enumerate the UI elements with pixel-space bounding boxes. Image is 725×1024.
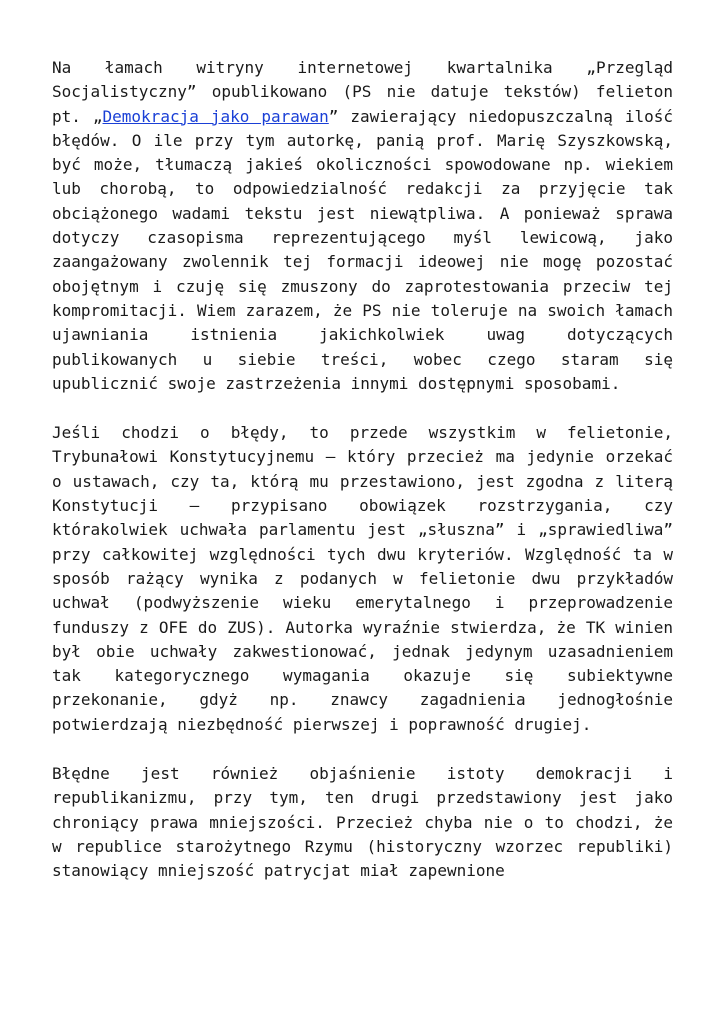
paragraph-errors: Jeśli chodzi o błędy, to przede wszystkim w felietonie, Trybunałowi Konstytucyjnemu – który przecież ma jedynie orzekać o ustawach, czy ta, którą mu przestawiono, jest zgodna z literą Konstytucji – przypisano obowiązek rozstrzygania, czy którakolwiek uchwała parlamentu jest „słuszna” i „sprawiedliwa” przy całkowitej względności tych dwu kryteriów. Względność ta w sposób rażący wynika z podanych w felietonie dwu przykładów uchwał (podwyższenie wieku emerytalnego i przeprowadzenie funduszy z OFE do ZUS). Autorka wyraźnie stwierdza, że TK winien był obie uchwały zakwestionować, jednak jedynym uzasadnieniem tak kategorycznego wymagania okazuje się subiektywne przekonanie, gdyż np. znawcy zagadnienia jednogłośnie potwierdzają niezbędność pierwszej i poprawność drugiej.: [52, 423, 673, 734]
article-link-demokracja-jako-parawan[interactable]: Demokracja jako parawan: [102, 106, 329, 126]
paragraph-intro-text-start: Na łamach witryny internetowej kwartalnika „Przegląd Socjalistyczny” opublikowano (PS nie datuje tekstów) felieton pt. „: [52, 58, 673, 126]
paragraph-democracy: Błędne jest również objaśnienie istoty demokracji i republikanizmu, przy tym, ten drugi przedstawiony jest jako chroniący prawa mniejszości. Przecież chyba nie o to chodzi, że w republice starożytnego Rzymu (historyczny wzorzec republiki) stanowiący mniejszość patrycjat miał zapewnione: [52, 764, 673, 881]
paragraph-intro-text-end: ” zawierający niedopuszczalną ilość błędów. O ile przy tym autorkę, panią prof. Marię Szyszkowską, być może, tłumaczą jakieś okoliczności spowodowane np. wiekiem lub chorobą, to odpowiedzialność redakcji za przyjęcie tak obciążonego wadami tekstu jest niewątpliwa. A ponieważ sprawa dotyczy czasopisma reprezentującego myśl lewicową, jako zaangażowany zwolennik tej formacji ideowej nie mogę pozostać obojętnym i czuję się zmuszony do zaprotestowania przeciw tej kompromitacji. Wiem zarazem, że PS nie toleruje na swoich łamach ujawniania istnienia jakichkolwiek uwag dotyczących publikowanych u siebie treści, wobec czego staram się upublicznić swoje zastrzeżenia innymi dostępnymi sposobami.: [52, 106, 673, 393]
paragraph-intro: [52, 56, 673, 396]
article-body: [52, 56, 673, 884]
